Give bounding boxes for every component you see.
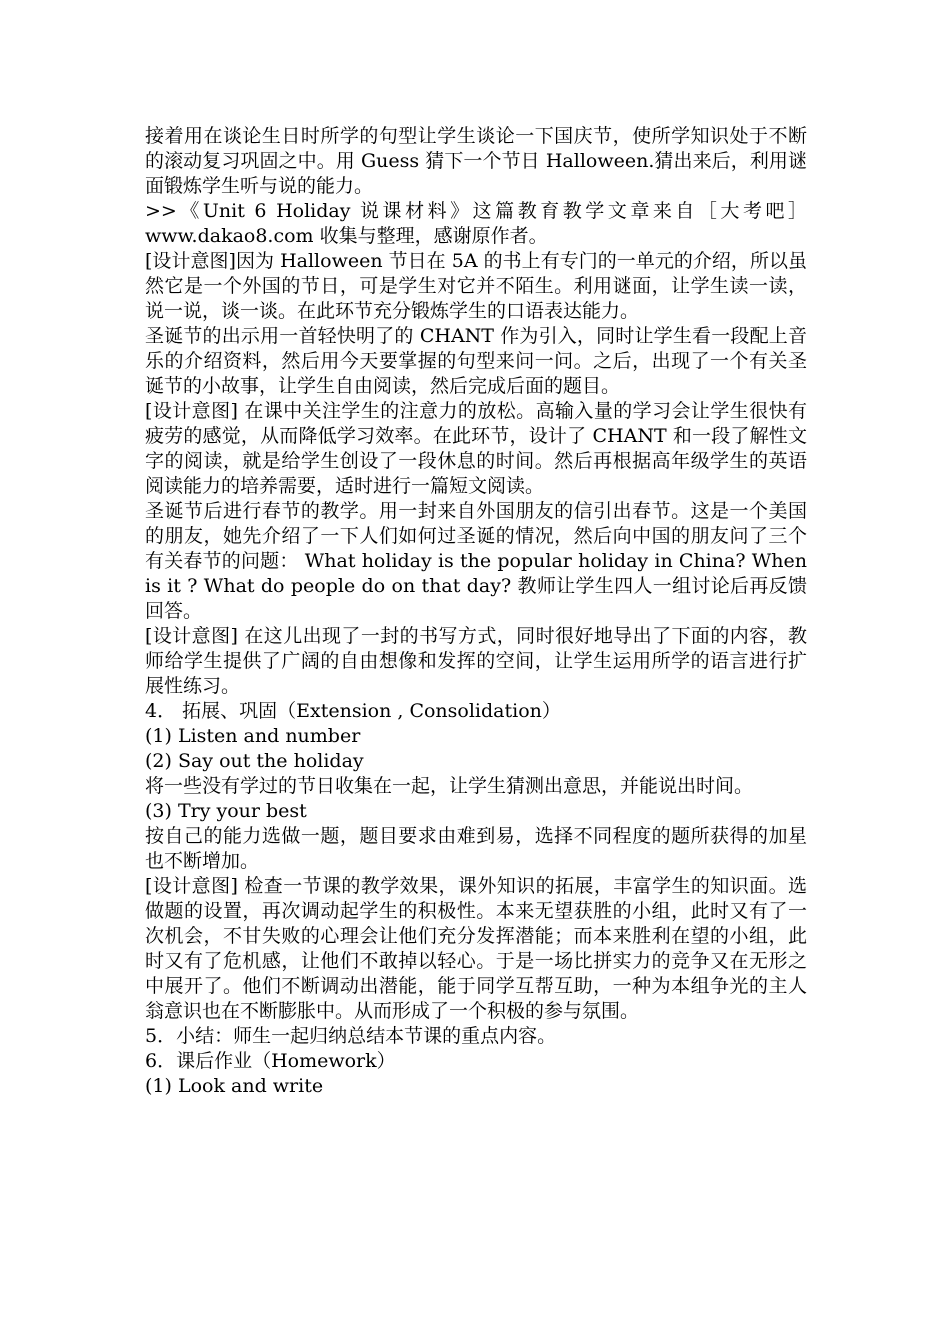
paragraph-guess-holidays: 将一些没有学过的节日收集在一起，让学生猜测出意思，并能说出时间。 (145, 775, 754, 797)
heading-summary: 5．小结：师生一起归纳总结本节课的重点内容。 (145, 1025, 557, 1047)
heading-extension-consolidation: 4． 拓展、巩固（Extension , Consolidation） (145, 700, 561, 722)
paragraph-national-day-review: 接着用在谈论生日时所学的句型让学生谈论一下国庆节，使所学知识处于不断的滚动复习巩固之中。用 Guess 猜下一个节日 Halloween.猜出来后，利用谜面锻炼学生听与说的能力。 (145, 125, 807, 197)
paragraph-design-intent-halloween: [设计意图]因为 Halloween 节日在 5A 的书上有专门的一单元的介绍，所以虽然它是一个外国的节日，可是学生对它并不陌生。利用谜面，让学生读一读，说一说，谈一谈。在此环节充分锻炼学生的口语表达能力。 (145, 250, 807, 322)
paragraph-spring-festival-letter: 圣诞节后进行春节的教学。用一封来自外国朋友的信引出春节。这是一个美国的朋友，她先介绍了一下人们如何过圣诞的情况，然后向中国的朋友问了三个有关春节的问题： What holiday is the popular holiday in China? When is it ? What do people do on that day? 教师让学生四人一组讨论后再反馈回答。 (145, 500, 807, 622)
paragraph-design-intent-letter: [设计意图] 在这儿出现了一封的书写方式，同时很好地导出了下面的内容，教师给学生提供了广阔的自由想像和发挥的空间，让学生运用所学的语言进行扩展性练习。 (145, 625, 807, 697)
item-look-and-write: (1) Look and write (145, 1075, 324, 1097)
paragraph-christmas-chant: 圣诞节的出示用一首轻快明了的 CHANT 作为引入，同时让学生看一段配上音乐的介绍资料，然后用今天要掌握的句型来问一问。之后，出现了一个有关圣诞节的小故事，让学生自由阅读，然后完成后面的题目。 (145, 325, 807, 397)
heading-homework: 6．课后作业（Homework） (145, 1050, 396, 1072)
document-body (145, 124, 807, 1099)
item-listen-and-number: (1) Listen and number (145, 725, 361, 747)
paragraph-design-intent-competition: [设计意图] 检查一节课的教学效果，课外知识的拓展，丰富学生的知识面。选做题的设置，再次调动起学生的积极性。本来无望获胜的小组，此时又有了一次机会，不甘失败的心理会让他们充分发挥潜能；而本来胜利在望的小组，此时又有了危机感，让他们不敢掉以轻心。于是一场比拼实力的竞争又在无形之中展开了。他们不断调动出潜能，能于同学互帮互助，一种为本组争光的主人翁意识也在不断膨胀中。从而形成了一个积极的参与氛围。 (145, 875, 807, 1022)
item-say-out-holiday: (2) Say out the holiday (145, 750, 364, 772)
paragraph-choose-exercise: 按自己的能力选做一题，题目要求由难到易，选择不同程度的题所获得的加星也不断增加。 (145, 825, 807, 872)
paragraph-design-intent-relaxation: [设计意图] 在课中关注学生的注意力的放松。高输入量的学习会让学生很快有疲劳的感觉，从而降低学习效率。在此环节，设计了 CHANT 和一段了解性文字的阅读，就是给学生创设了一段休息的时间。然后再根据高年级学生的英语阅读能力的培养需要，适时进行一篇短文阅读。 (145, 400, 807, 497)
paragraph-source-note: >>《Unit 6 Holiday 说课材料》这篇教育教学文章来自［大考吧］www.dakao8.com 收集与整理，感谢原作者。 (145, 200, 807, 247)
item-try-your-best: (3) Try your best (145, 800, 307, 822)
